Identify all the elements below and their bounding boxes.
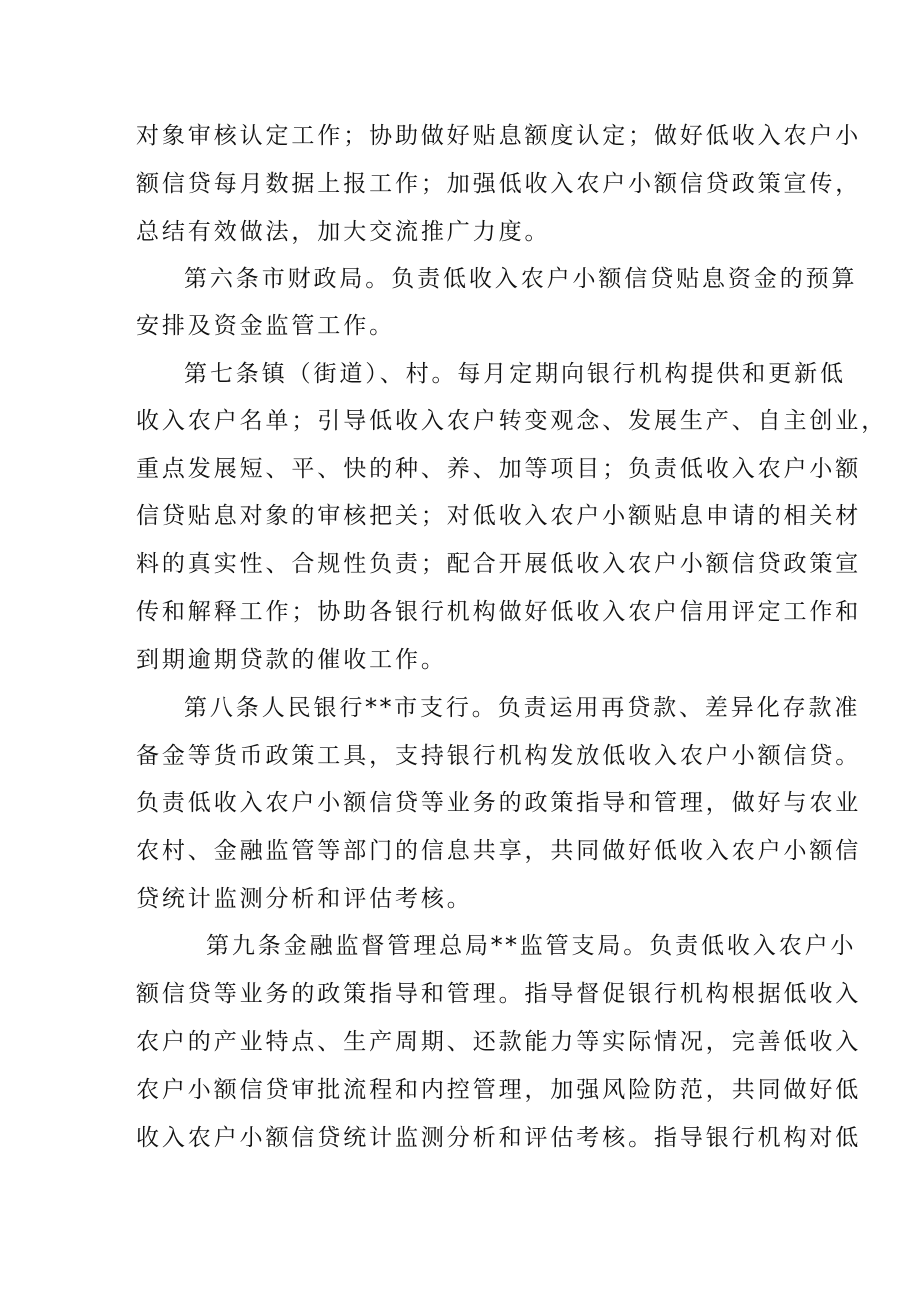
- article-8-first-line: 第八条人民银行**市支行。负责运用再贷款、差异化存款准: [184, 695, 861, 721]
- text-line: 料的真实性、合规性负责；配合开展低收入农户小额信贷政策宣: [136, 551, 862, 577]
- text-line: 额信贷等业务的政策指导和管理。指导督促银行机构根据低收入: [136, 981, 862, 1007]
- text-line: 信贷贴息对象的审核把关；对低收入农户小额贴息申请的相关材: [136, 503, 862, 529]
- text-line: 农村、金融监管等部门的信息共享，共同做好低收入农户小额信: [136, 838, 862, 864]
- text-line: 收入农户小额信贷统计监测分析和评估考核。指导银行机构对低: [136, 1125, 862, 1151]
- article-6-first-line: 第六条市财政局。负责低收入农户小额信贷贴息资金的预算: [184, 266, 858, 292]
- text-line: 收入农户名单；引导低收入农户转变观念、发展生产、自主创业，: [136, 408, 888, 434]
- text-line: 安排及资金监管工作。: [136, 313, 395, 339]
- text-line: 贷统计监测分析和评估考核。: [136, 886, 473, 912]
- text-line: 负责低收入农户小额信贷等业务的政策指导和管理，做好与农业: [136, 790, 862, 816]
- text-line: 农户小额信贷审批流程和内控管理，加强风险防范，共同做好低: [136, 1077, 862, 1103]
- text-line: 备金等货币政策工具，支持银行机构发放低收入农户小额信贷。: [136, 743, 862, 769]
- article-9-first-line: 第九条金融监督管理总局**监管支局。负责低收入农户小: [206, 933, 857, 959]
- text-line: 传和解释工作；协助各银行机构做好低收入农户信用评定工作和: [136, 599, 862, 625]
- text-line: 总结有效做法，加大交流推广力度。: [136, 219, 551, 245]
- text-line: 到期逾期贷款的催收工作。: [136, 647, 447, 673]
- text-line: 对象审核认定工作；协助做好贴息额度认定；做好低收入农户小: [136, 123, 862, 149]
- text-line: 农户的产业特点、生产周期、还款能力等实际情况，完善低收入: [136, 1029, 862, 1055]
- article-7-first-line: 第七条镇（街道）、村。每月定期向银行机构提供和更新低: [184, 361, 846, 387]
- text-line: 重点发展短、平、快的种、养、加等项目；负责低收入农户小额: [136, 456, 862, 482]
- text-line: 额信贷每月数据上报工作；加强低收入农户小额信贷政策宣传，: [136, 171, 862, 197]
